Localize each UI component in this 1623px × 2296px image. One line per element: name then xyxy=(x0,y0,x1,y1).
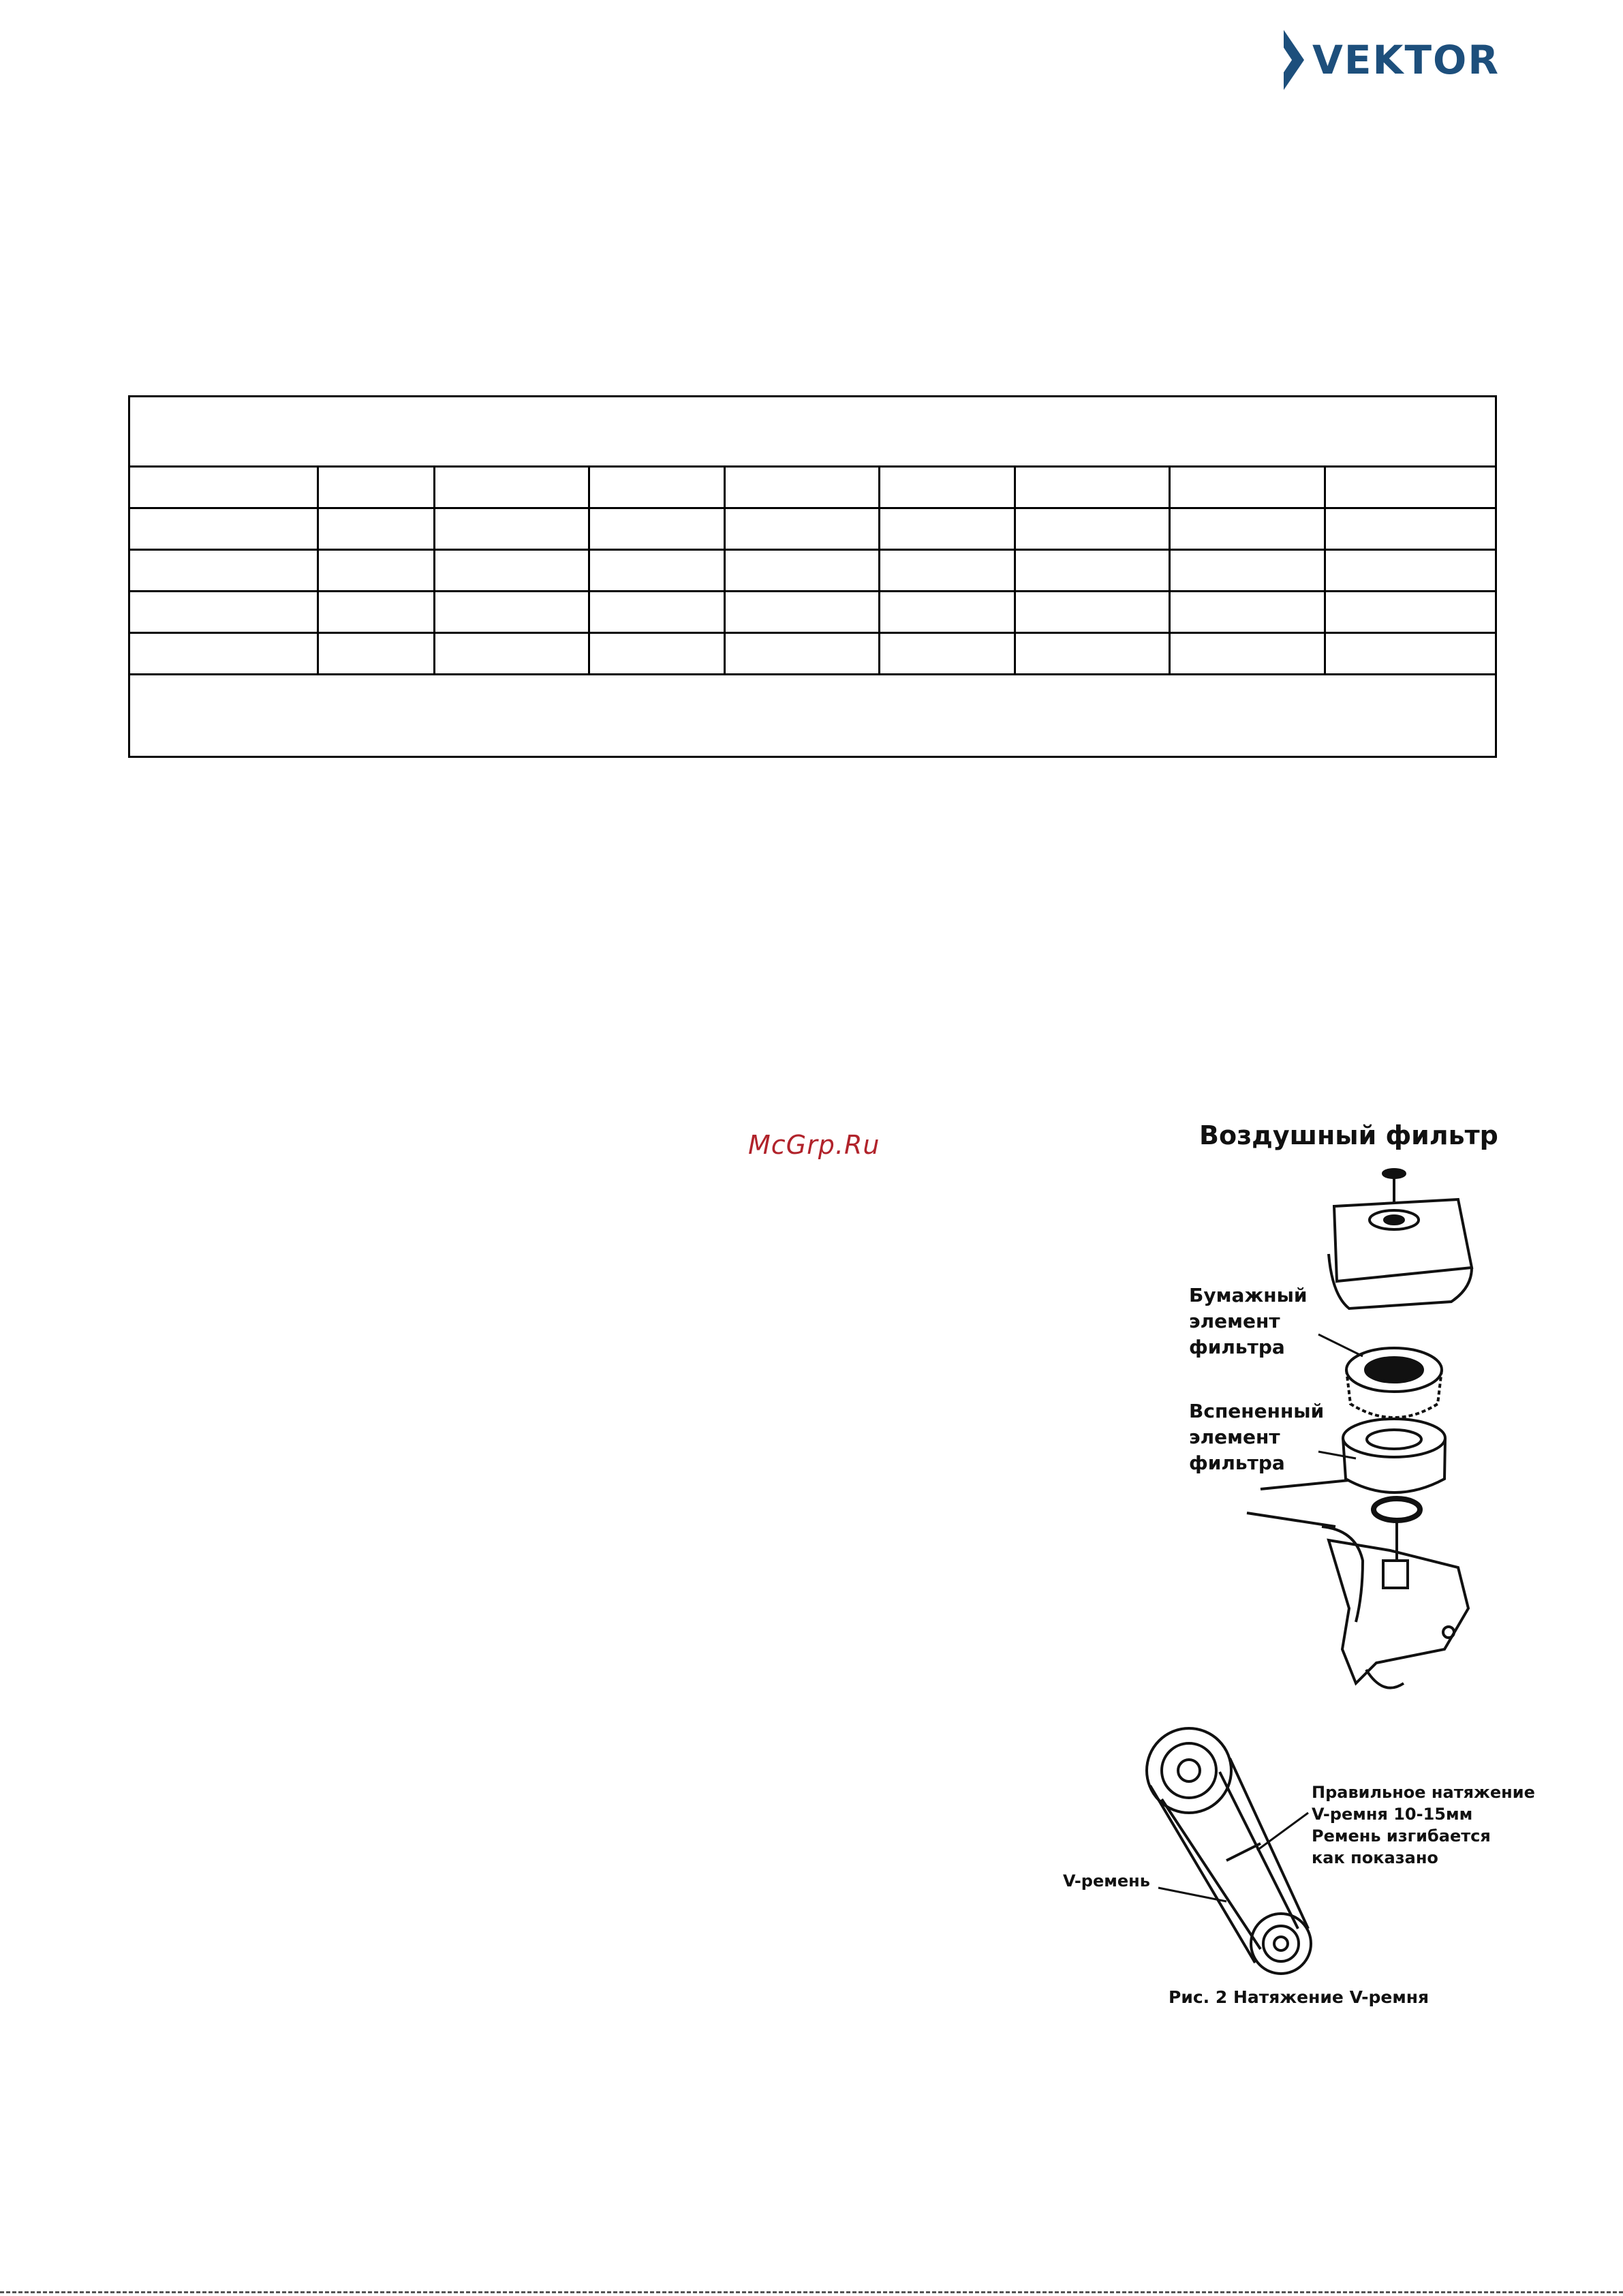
belt-tension-note: Правильное натяжение V-ремня 10-15мм Ремень изгибается как показано xyxy=(1312,1783,1535,1867)
air-filter-title: Воздушный фильтр xyxy=(1199,1120,1498,1150)
watermark: McGrp.Ru xyxy=(748,1130,880,1160)
vbelt-illustration xyxy=(1147,1728,1311,1974)
foam-element-label: Вспененный элемент фильтра xyxy=(1189,1400,1325,1474)
paper-element-label: Бумажный элемент фильтра xyxy=(1189,1284,1308,1358)
figure-caption: Рис. 2 Натяжение V-ремня xyxy=(1169,1987,1429,2007)
page-bottom-rule xyxy=(0,2291,1623,2293)
logo-text: VEKTOR xyxy=(1312,37,1500,83)
vbelt-label: V-ремень xyxy=(1063,1871,1150,1891)
